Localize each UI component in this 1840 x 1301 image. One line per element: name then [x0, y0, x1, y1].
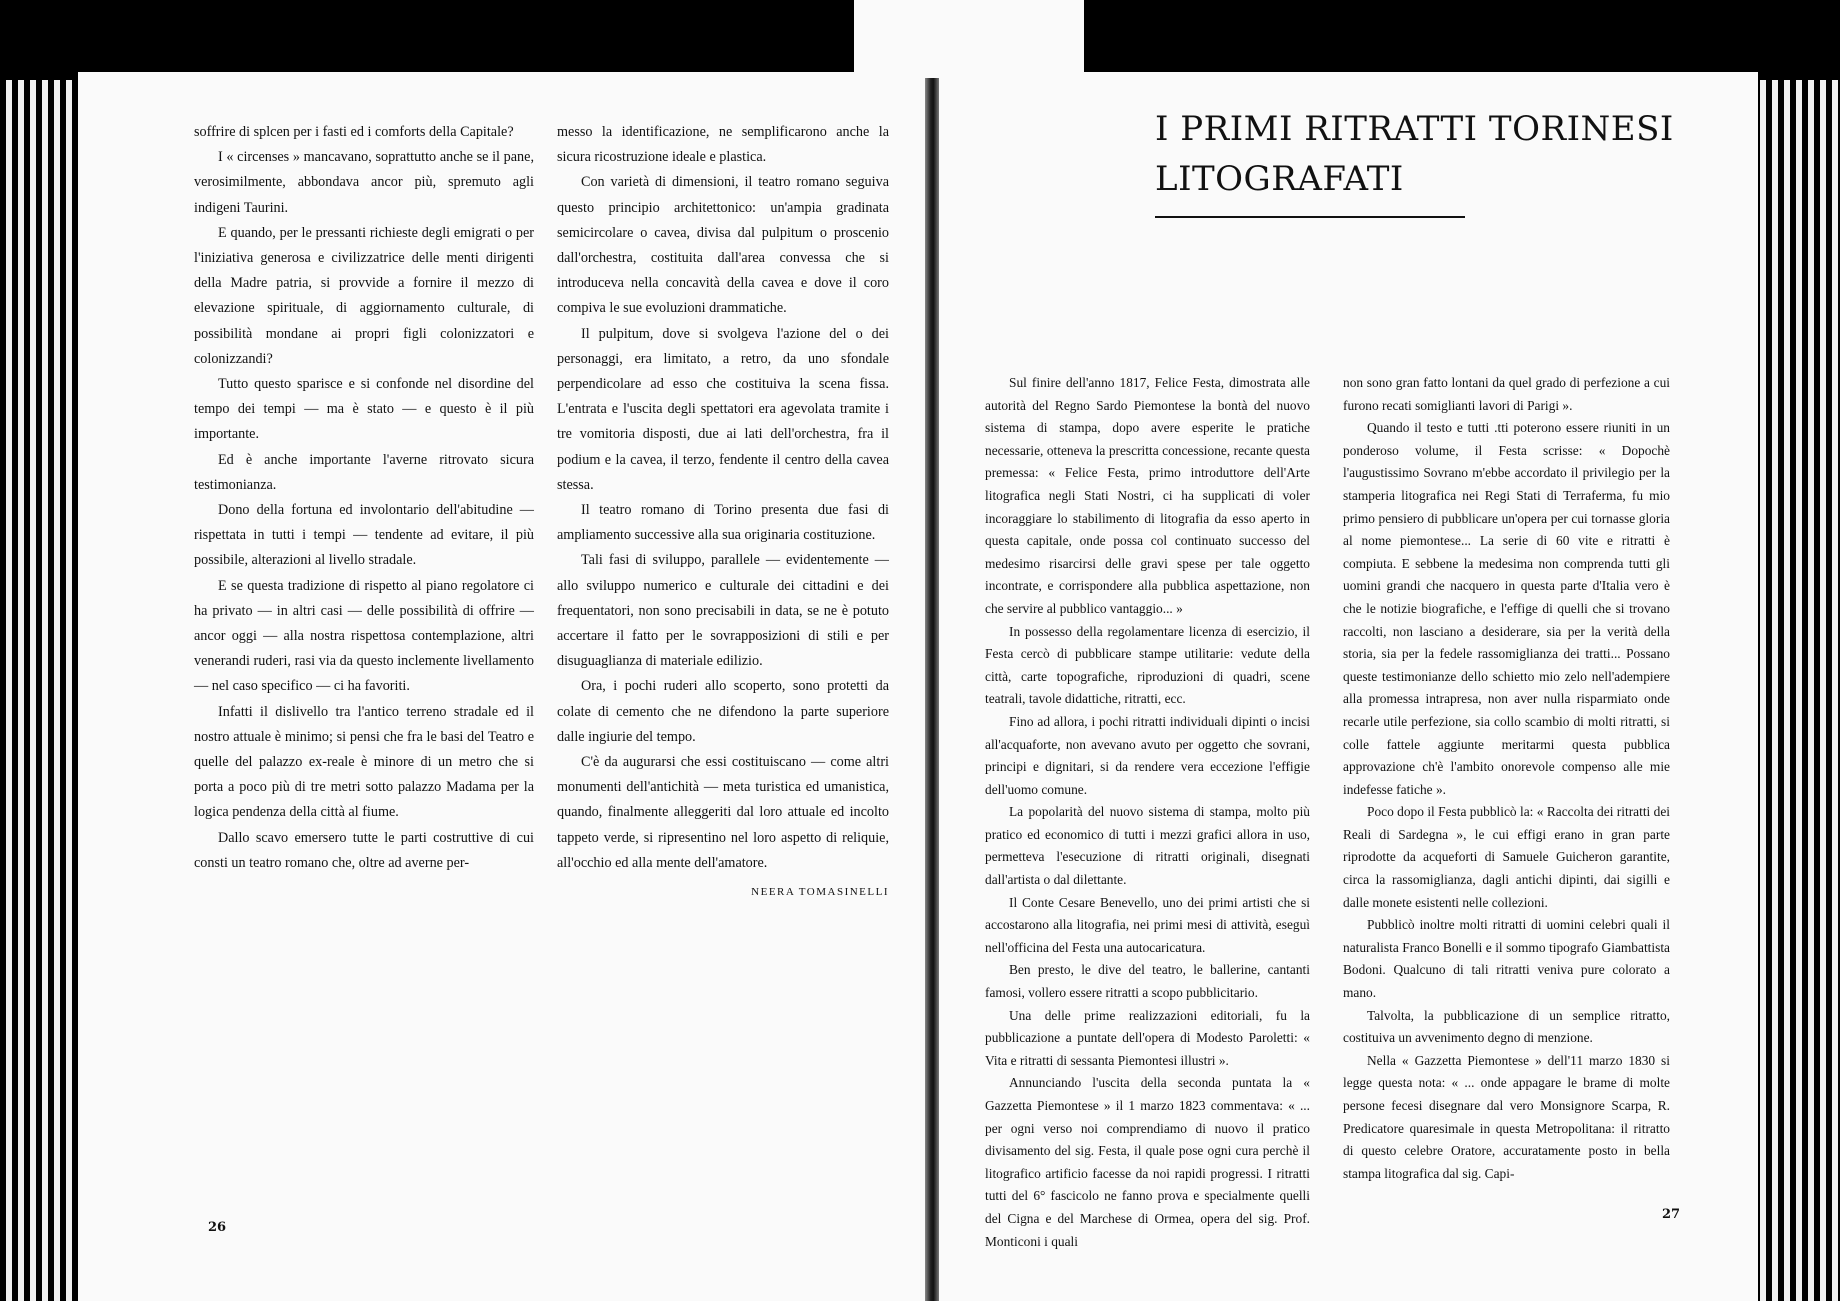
paragraph: Nella « Gazzetta Piemontese » dell'11 marzo 1830 si legge questa nota: « ... onde appagare le brame di molte persone fecesi disegnare dal vero Monsignore Scarpa, R. Predicatore quaresimale in questa Metropolitana: il ritratto di questo celebre Oratore, accuratamente posto in bella stampa litografica dal sig. Capi- [1343, 1052, 1670, 1181]
paragraph: Una delle prime realizzazioni editoriali, fu la pubblicazione a puntate dell'opera di Modesto Paroletti: « Vita e ritratti di sessanta Piemontesi illustri ». [985, 1007, 1310, 1068]
paragraph: Dallo scavo emersero tutte le parti costruttive di cui consti un teatro romano che, oltre ad averne per- [194, 829, 534, 871]
paragraph: soffrire di splcen per i fasti ed i comforts della Capitale? [194, 124, 514, 140]
paragraph: Infatti il dislivello tra l'antico terreno stradale ed il nostro attuale è minimo; si pensi che fra le basi del Teatro e quelle del palazzo ex-reale è minore di un metro che si porta a poco più di tre metri sotto palazzo Madama per la logica pendenza della città al fiume. [194, 703, 534, 821]
paragraph: I « circenses » mancavano, soprattutto anche se il pane, verosimilmente, abbondava ancor più, spremuto agli indigeni Taurini. [194, 149, 534, 216]
right-page-column-1 [985, 372, 1310, 1253]
paper-tab [854, 0, 1084, 78]
paragraph: Il Conte Cesare Benevello, uno dei primi artisti che si accostarono alla litografia, nei primi mesi di attività, eseguì nell'officina del Festa una autocaricatura. [985, 894, 1310, 955]
book-gutter [925, 78, 939, 1301]
paragraph: Annunciando l'uscita della seconda puntata la « Gazzetta Piemontese » il 1 marzo 1823 commentava: « ... per ogni verso noi comprendiamo di nuovo il pratico divisamento del sig. Festa, il quale pose ogni cura perchè il litografico artificio facesse da noi rapidi progressi. I ritratti tutti del 6° fascicolo ne fanno prova e specialmente quelli del Cigna e del Marchese di Ormea, opera del sig. Prof. Monticoni i quali [985, 1075, 1310, 1249]
page-number-left: 26 [208, 1220, 227, 1235]
article-title [1155, 104, 1735, 204]
page-edges-right [1748, 80, 1840, 1301]
paragraph: Il teatro romano di Torino presenta due fasi di ampliamento successive alla sua originaria costituzione. [557, 502, 889, 544]
paragraph: E se questa tradizione di rispetto al piano regolatore ci ha privato — in altri casi — delle possibilità di offrire — ancor oggi — alla nostra rispettosa contemplazione, altri venerandi ruderi, rasi via da questo inclemente livellamento — nel caso specifico — ci ha favoriti. [194, 577, 534, 695]
page-number-right: 27 [1662, 1207, 1681, 1222]
left-page-column-1 [194, 120, 534, 876]
paragraph: Fino ad allora, i pochi ritratti individuali dipinti o incisi all'acquaforte, non avevano avuto per oggetto che sovrani, principi e dignitari, si da rendere vera eccezione l'effigie dell'uomo comune. [985, 713, 1310, 797]
page-edges-left [0, 80, 80, 1301]
paragraph: Quando il testo e tutti .tti poterono essere riuniti in un ponderoso volume, il Festa scrisse: « Dopochè l'augustissimo Sovrano m'ebbe accordato il privilegio per la stamperia litografica nei Regi Stati di Terraferma, fu mio primo pensiero di pubblicare un'opera per cui tornasse gloria al nome piemontese... La serie di 60 vite e ritratti è compiuta. E sebbene la medesima non comprenda tutti gli uomini grandi che nacquero in questa parte d'Italia vero è che le notizie biografiche, e l'effige di quelli che si trovano raccolti, non lasciano a desiderare, sia per la verità della storia, sia per la fedele rassomiglianza dei tratti... Possano queste testimonianze dello schietto mio zelo nell'adempiere alla promessa intrapresa, non aver nulla risparmiato onde recarle utile perfezione, sia collo scambio di molti ritratti, si colle fattele aggiunte meritarmi questa pubblica approvazione ch'è l'ambito onorevole compenso alle mie indefesse fatiche ». [1343, 420, 1670, 797]
paragraph: Pubblicò inoltre molti ritratti di uomini celebri quali il naturalista Franco Bonelli e il sommo tipografo Giambattista Bodoni. Qualcuno di tali ritratti veniva pure colorato a mano. [1343, 917, 1670, 1001]
paragraph: Tutto questo sparisce e si confonde nel disordine del tempo dei tempi — ma è stato — e questo è il più importante. [194, 376, 534, 443]
paragraph: messo la identificazione, ne semplificarono anche la sicura ricostruzione ideale e plastica. [557, 124, 889, 166]
paragraph: Talvolta, la pubblicazione di un semplice ritratto, costituiva un avvenimento degno di menzione. [1343, 1007, 1670, 1046]
paragraph: Dono della fortuna ed involontario dell'abitudine — rispettata in tutti i tempi — tendente ad evitare, il più possibile, alterazioni al livello stradale. [194, 502, 534, 569]
paragraph: C'è da augurarsi che essi costituiscano — come altri monumenti dell'antichità — meta turistica ed umanistica, quando, finalmente alleggeriti dal loro attuale ed incolto tappeto verde, si ripresentino nel loro aspetto di reliquie, all'occhio ed alla mente dell'amatore. [557, 754, 889, 871]
paragraph: Poco dopo il Festa pubblicò la: « Raccolta dei ritratti dei Reali di Sardegna », le cui effigi erano in gran parte riprodotte da acqueforti di Samuele Guicheron garantite, circa la rassomiglianza, dagli antichi dipinti, dai sigilli e dalle monete esistenti nelle collezioni. [1343, 804, 1670, 910]
paragraph: non sono gran fatto lontani da quel grado di perfezione a cui furono recati somiglianti lavori di Parigi ». [1343, 375, 1670, 413]
paragraph: E quando, per le pressanti richieste degli emigrati o per l'iniziativa generosa e civilizzatrice delle menti dirigenti della Madre patria, si provvide a fornire il mezzo di elevazione spirituale, di aggiornamento culturale, di possibilità mondane ai propri figli colonizzatori e colonizzandi? [194, 224, 534, 367]
author-signature: NEERA TOMASINELLI [751, 886, 889, 899]
paragraph: Ora, i pochi ruderi allo scoperto, sono protetti da colate di cemento che ne difendono la parte superiore dalle ingiurie del tempo. [557, 678, 889, 745]
paragraph: Ben presto, le dive del teatro, le ballerine, cantanti famosi, vollero essere ritratti a scopo pubblicitario. [985, 962, 1310, 1001]
paragraph: Con varietà di dimensioni, il teatro romano seguiva questo principio architettonico: un'ampia gradinata semicircolare o cavea, divisa dal pulpitum o proscenio dall'orchestra, costituita dall'area convessa che si introduceva nella concavità della cavea e dove il coro compiva le sue evoluzioni drammatiche. [557, 174, 889, 317]
right-page-column-2 [1343, 372, 1670, 1185]
title-rule [1155, 216, 1465, 218]
paragraph: Tali fasi di sviluppo, parallele — evidentemente — allo sviluppo numerico e culturale dei cittadini e dei frequentatori, non sono precisabili in data, se ne è potuto accertare il fatto per le sovrapposizioni di stili e per disuguaglianza di materiale edilizio. [557, 552, 889, 670]
paragraph: La popolarità del nuovo sistema di stampa, molto più pratico ed economico di tutti i mezzi grafici allora in uso, permetteva l'esecuzione di ritratti originali, disegnati dall'artista o dal dilettante. [985, 804, 1310, 888]
title-line-1: I PRIMI RITRATTI TORINESI [1155, 109, 1674, 149]
left-page-column-2 [557, 120, 889, 905]
paragraph: Ed è anche importante l'averne ritrovato sicura testimonianza. [194, 451, 534, 493]
paragraph: Il pulpitum, dove si svolgeva l'azione del o dei personaggi, era limitato, a retro, da uno sfondale perpendicolare ad esso che costituiva la scena fissa. L'entrata e l'uscita degli spettatori era agevolata tramite i tre vomitoria disposti, due ai lati dell'orchestra, fra il podium e la cavea, il terzo, fendente il centro della cavea stessa. [557, 325, 889, 493]
paragraph: In possesso della regolamentare licenza di esercizio, il Festa cercò di pubblicare stampe utilitarie: vedute della città, carte topografiche, riproduzioni di quadri, scene teatrali, tavole didattiche, ritratti, ecc. [985, 623, 1310, 707]
title-line-2: LITOGRAFATI [1155, 159, 1404, 199]
paragraph: Sul finire dell'anno 1817, Felice Festa, dimostrata alle autorità del Regno Sardo Piemontese la bontà del nuovo sistema di stampa, dopo avere esperite le pratiche necessarie, otteneva la prescritta concessione, recante questa premessa: « Felice Festa, primo introduttore dell'Arte litografica negli Stati Nostri, ci ha supplicati di voler incoraggiare lo stabilimento di litografia da esso aperto in questa capitale, onde possa col continuato successo del medesimo risarcirsi delle gravi spese per tale oggetto incontrate, e corrispondere alla pubblica aspettazione, non che servire al pubblico vantaggio... » [985, 375, 1310, 616]
